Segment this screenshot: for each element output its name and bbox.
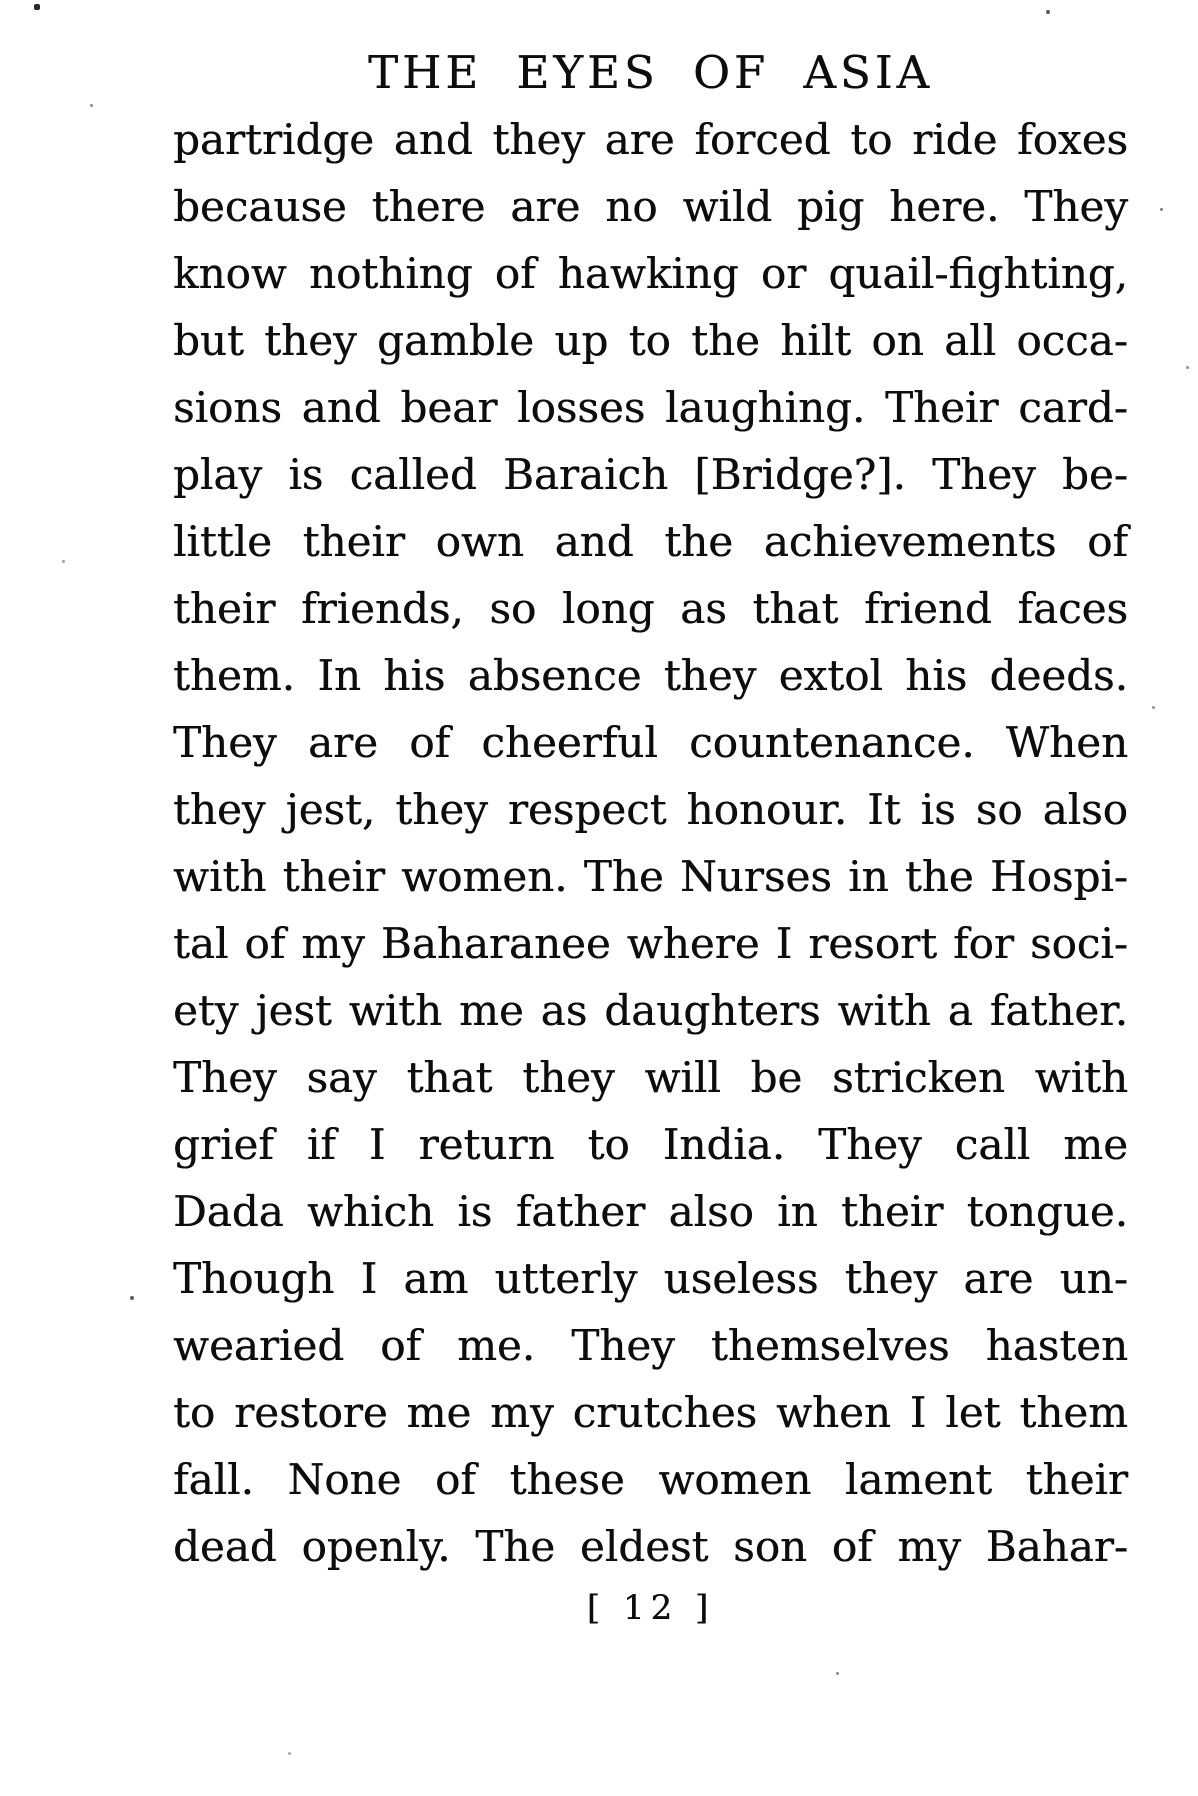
scan-speck xyxy=(836,1672,839,1675)
text-line: tal of my Baharanee where I resort for soci- xyxy=(173,919,1128,968)
scan-speck xyxy=(130,1296,134,1300)
body-text xyxy=(173,106,1128,1580)
text-line: play is called Baraich [Bridge?]. They be- xyxy=(173,450,1128,499)
text-line: ety jest with me as daughters with a father. xyxy=(173,986,1128,1035)
scan-speck xyxy=(62,560,65,563)
scan-speck xyxy=(1186,366,1189,369)
text-line: because there are no wild pig here. They xyxy=(173,182,1128,231)
text-line: with their women. The Nurses in the Hospi- xyxy=(173,852,1128,901)
text-line: little their own and the achievements of xyxy=(173,517,1128,566)
text-line: but they gamble up to the hilt on all occa- xyxy=(173,316,1128,365)
text-line: Though I am utterly useless they are un- xyxy=(173,1254,1128,1303)
text-line: their friends, so long as that friend faces xyxy=(173,584,1128,633)
text-line: sions and bear losses laughing. Their card- xyxy=(173,383,1128,432)
text-line: they jest, they respect honour. It is so also xyxy=(173,785,1128,834)
page-title: THE EYES OF ASIA xyxy=(368,46,933,99)
text-line: them. In his absence they extol his deeds. xyxy=(173,651,1128,700)
scan-speck xyxy=(34,4,40,10)
scan-speck xyxy=(288,1752,291,1755)
scan-speck xyxy=(1152,706,1155,709)
text-line: They are of cheerful countenance. When xyxy=(173,718,1128,767)
scan-speck xyxy=(1046,10,1050,14)
text-line: know nothing of hawking or quail-fighting, xyxy=(173,249,1128,298)
text-line: partridge and they are forced to ride foxes xyxy=(173,115,1128,164)
scan-speck xyxy=(1160,208,1163,211)
text-line: grief if I return to India. They call me xyxy=(173,1120,1128,1169)
text-line: Dada which is father also in their tongue. xyxy=(173,1187,1128,1236)
text-line: to restore me my crutches when I let them xyxy=(173,1388,1128,1437)
text-line: fall. None of these women lament their xyxy=(173,1455,1128,1504)
text-line: dead openly. The eldest son of my Bahar- xyxy=(173,1522,1128,1571)
text-line: wearied of me. They themselves hasten xyxy=(173,1321,1128,1370)
scan-speck xyxy=(90,104,93,107)
text-line: They say that they will be stricken with xyxy=(173,1053,1128,1102)
page-number: [ 12 ] xyxy=(586,1588,715,1628)
